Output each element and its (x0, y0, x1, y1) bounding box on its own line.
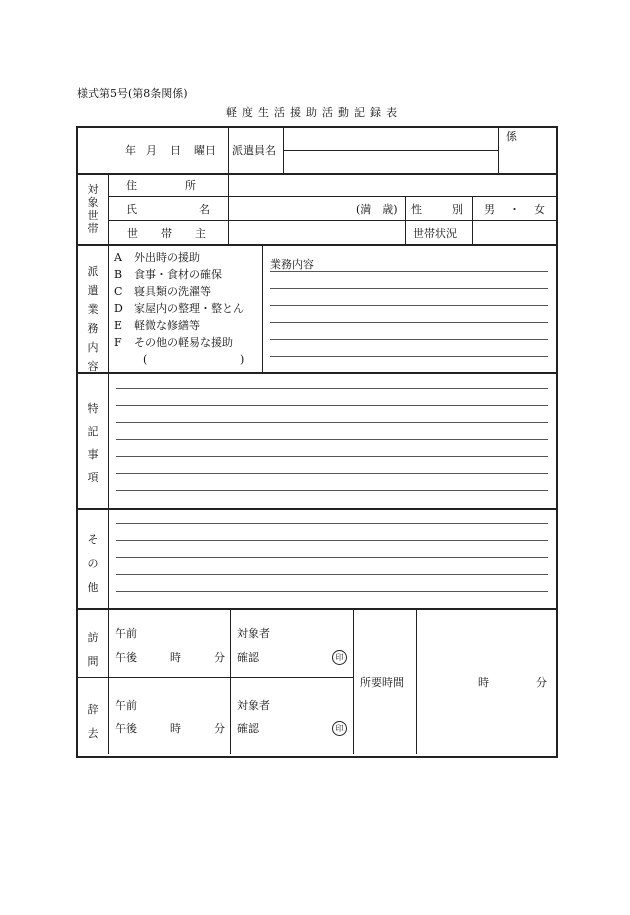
service-e-code: E (114, 319, 123, 332)
divider (283, 150, 498, 151)
name-label: 氏名 (126, 203, 272, 216)
service-f-paren-close: ) (240, 353, 245, 366)
divider (77, 372, 556, 374)
divider (77, 244, 556, 246)
visit-minute-label: 分 (214, 651, 225, 664)
other-label: その他 (87, 533, 99, 594)
duration-hour-label: 時 (478, 676, 489, 689)
divider (109, 220, 556, 221)
divider (353, 608, 354, 754)
visit-seal-icon: 印 (332, 650, 347, 665)
divider (405, 196, 406, 244)
form-number: 様式第5号(第8条関係) (77, 87, 188, 100)
divider (77, 677, 353, 678)
gender-options[interactable]: 男・女 (484, 203, 559, 216)
date-year-label: 年 (125, 144, 136, 157)
writing-line (116, 456, 548, 457)
leave-seal-icon: 印 (332, 721, 347, 736)
duration-minute-label: 分 (536, 676, 547, 689)
services-group-label: 派遣業務内容 (87, 265, 99, 373)
visit-confirm-label: 確認 (237, 651, 259, 664)
writing-line (270, 271, 548, 272)
service-f-code: F (114, 336, 122, 349)
divider (228, 127, 229, 173)
dispatched-name-label: 派遣員名 (232, 144, 276, 157)
address-label: 住所 (126, 179, 244, 192)
writing-line (116, 523, 548, 524)
divider (416, 608, 417, 754)
duration-label: 所要時間 (360, 676, 404, 689)
divider (109, 196, 556, 197)
writing-line (116, 540, 548, 541)
writing-line (116, 490, 548, 491)
date-weekday-label: 曜日 (194, 144, 216, 157)
divider (262, 244, 263, 372)
divider (108, 173, 109, 754)
leave-confirm-label: 確認 (237, 722, 259, 735)
service-b-text: 食事・食材の確保 (134, 268, 222, 281)
divider (77, 608, 556, 610)
household-status-label: 世帯状況 (413, 227, 457, 240)
leave-label: 辞去 (87, 703, 99, 740)
writing-line (116, 388, 548, 389)
leave-pm-label: 午後 (115, 722, 137, 735)
writing-line (116, 439, 548, 440)
divider (77, 508, 556, 510)
writing-line (116, 405, 548, 406)
content-label: 業務内容 (270, 258, 314, 271)
divider (230, 608, 231, 754)
notes-label: 特記事項 (87, 402, 99, 484)
writing-line (270, 339, 548, 340)
service-a-code: A (114, 251, 122, 264)
service-d-text: 家屋内の整理・整とん (134, 302, 244, 315)
date-month-label: 月 (146, 144, 157, 157)
form-title: 軽度生活援助活動記録表 (226, 106, 402, 119)
writing-line (116, 473, 548, 474)
service-a-text: 外出時の援助 (134, 251, 200, 264)
writing-line (116, 591, 548, 592)
divider (498, 127, 499, 173)
writing-line (116, 422, 548, 423)
service-f-text: その他の軽易な援助 (134, 336, 233, 349)
service-f-paren-open: ( (143, 353, 148, 366)
visit-am-label: 午前 (115, 627, 137, 640)
leave-hour-label: 時 (170, 722, 181, 735)
visit-target-label: 対象者 (237, 627, 270, 640)
service-d-code: D (114, 302, 123, 315)
gender-label: 性別 (411, 203, 493, 216)
writing-line (270, 322, 548, 323)
divider (77, 173, 556, 175)
service-c-text: 寝具類の洗濯等 (134, 285, 211, 298)
date-day-label: 日 (170, 144, 181, 157)
staff-label: 係 (506, 130, 517, 143)
service-e-text: 軽微な修繕等 (134, 319, 200, 332)
leave-minute-label: 分 (214, 722, 225, 735)
service-c-code: C (114, 285, 123, 298)
service-b-code: B (114, 268, 123, 281)
visit-pm-label: 午後 (115, 651, 137, 664)
householder-label: 世帯主 (127, 227, 229, 240)
visit-hour-label: 時 (170, 651, 181, 664)
age-label: (満 歳) (356, 203, 398, 216)
subject-group-label: 対象世帯 (87, 183, 99, 235)
writing-line (270, 288, 548, 289)
writing-line (270, 356, 548, 357)
writing-line (116, 557, 548, 558)
leave-target-label: 対象者 (237, 699, 270, 712)
writing-line (270, 305, 548, 306)
writing-line (116, 574, 548, 575)
leave-am-label: 午前 (115, 699, 137, 712)
visit-label: 訪問 (87, 631, 99, 668)
